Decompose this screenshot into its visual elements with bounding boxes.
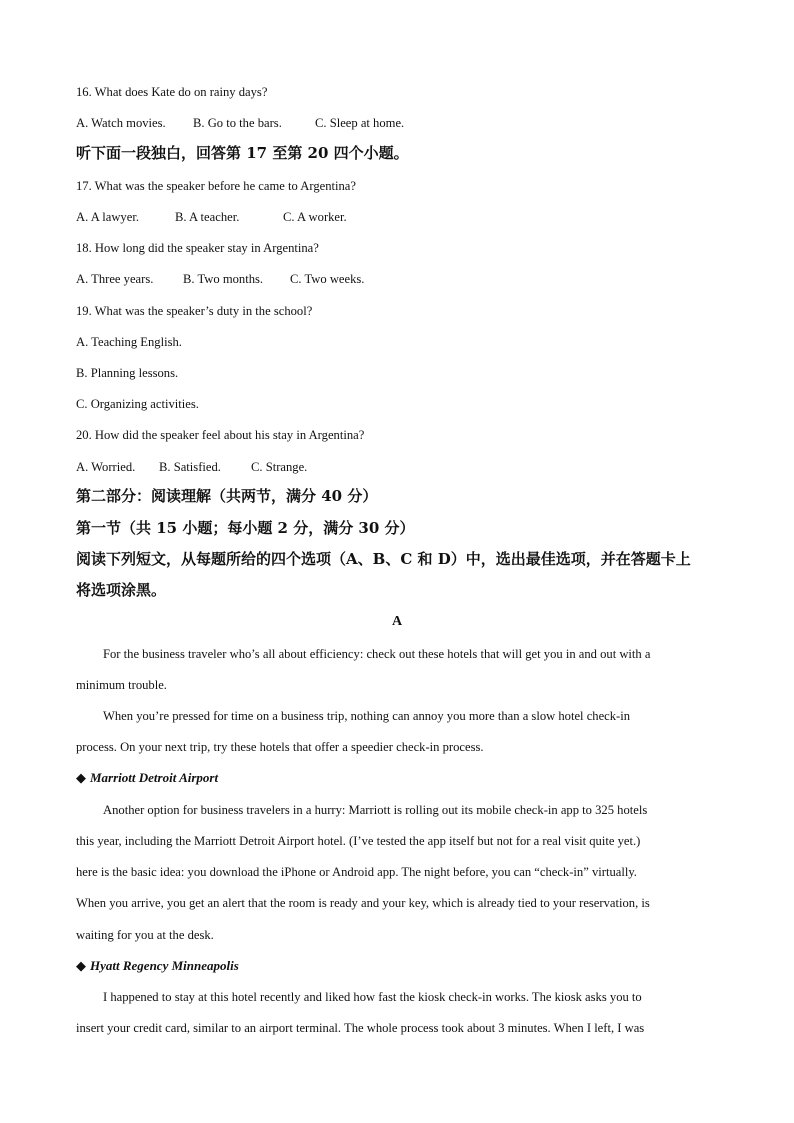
diamond-bullet-icon: ◆ — [76, 958, 86, 973]
paragraph-3-line-4: When you arrive, you get an alert that the room is ready and your key, which is already tied to your reservation, is — [76, 896, 650, 910]
option-b: B. Satisfied. — [159, 460, 221, 474]
paragraph-4-line-1: I happened to stay at this hotel recently and liked how fast the kiosk check-in works. The kiosk asks you to — [103, 990, 642, 1004]
question-20: 20. How did the speaker feel about his stay in Argentina? — [76, 428, 365, 442]
option-c: C. Two weeks. — [290, 272, 365, 286]
paragraph-2-line-1: When you’re pressed for time on a business trip, nothing can annoy you more than a slow hotel check-in — [103, 709, 631, 723]
hotel-name: Hyatt Regency Minneapolis — [90, 958, 239, 973]
paragraph-3-line-5: waiting for you at the desk. — [76, 928, 214, 942]
paragraph-4-line-2: insert your credit card, similar to an airport terminal. The whole process took about 3 minutes. When I left, I was — [76, 1021, 645, 1035]
question-20-options — [76, 459, 307, 475]
part2-title: 第二部分：阅读理解（共两节，满分 40 分） — [76, 487, 378, 505]
option-c: C. Sleep at home. — [315, 116, 405, 130]
listening-section-header: 听下面一段独白，回答第 17 至第 20 四个小题。 — [76, 144, 409, 162]
question-19-option-b: B. Planning lessons. — [76, 366, 179, 380]
diamond-bullet-icon: ◆ — [76, 770, 86, 785]
section1-title: 第一节（共 15 小题；每小题 2 分，满分 30 分） — [76, 519, 415, 537]
option-a: A. A lawyer. — [76, 210, 139, 224]
paragraph-1-line-1: For the business traveler who’s all about efficiency: check out these hotels that will get you in and out with a — [103, 647, 651, 661]
paragraph-2-line-2: process. On your next trip, try these hotels that offer a speedier check-in process. — [76, 740, 484, 754]
question-16: 16. What does Kate do on rainy days? — [76, 85, 268, 99]
instruction-line-2: 将选项涂黑。 — [76, 581, 167, 599]
question-19: 19. What was the speaker’s duty in the school? — [76, 304, 313, 318]
option-a: A. Worried. — [76, 460, 136, 474]
paragraph-3-line-2: this year, including the Marriott Detroit Airport hotel. (I’ve tested the app itself but not for a real visit quite yet.) — [76, 834, 641, 848]
passage-label: A — [391, 614, 403, 629]
hotel-name: Marriott Detroit Airport — [90, 770, 219, 785]
paragraph-3-line-1: Another option for business travelers in a hurry: Marriott is rolling out its mobile check-in app to 325 hotels — [103, 803, 648, 817]
question-19-option-c: C. Organizing activities. — [76, 397, 199, 411]
instruction-line-1: 阅读下列短文，从每题所给的四个选项（A、B、C 和 D）中，选出最佳选项，并在答题卡上 — [76, 550, 691, 568]
question-17: 17. What was the speaker before he came to Argentina? — [76, 179, 356, 193]
hotel-heading-hyatt — [76, 958, 239, 974]
question-18: 18. How long did the speaker stay in Argentina? — [76, 241, 319, 255]
question-18-options — [76, 271, 364, 287]
option-c: C. Strange. — [251, 460, 308, 474]
hotel-heading-marriott — [76, 770, 218, 786]
option-b: B. Go to the bars. — [193, 116, 282, 130]
question-19-option-a: A. Teaching English. — [76, 335, 182, 349]
question-17-options — [76, 209, 347, 225]
option-b: B. Two months. — [183, 272, 264, 286]
option-a: A. Three years. — [76, 272, 154, 286]
question-16-options — [76, 115, 404, 131]
paragraph-1-line-2: minimum trouble. — [76, 678, 167, 692]
option-b: B. A teacher. — [175, 210, 240, 224]
option-a: A. Watch movies. — [76, 116, 166, 130]
option-c: C. A worker. — [283, 210, 347, 224]
paragraph-3-line-3: here is the basic idea: you download the iPhone or Android app. The night before, you can “check-in” virtually. — [76, 865, 637, 879]
